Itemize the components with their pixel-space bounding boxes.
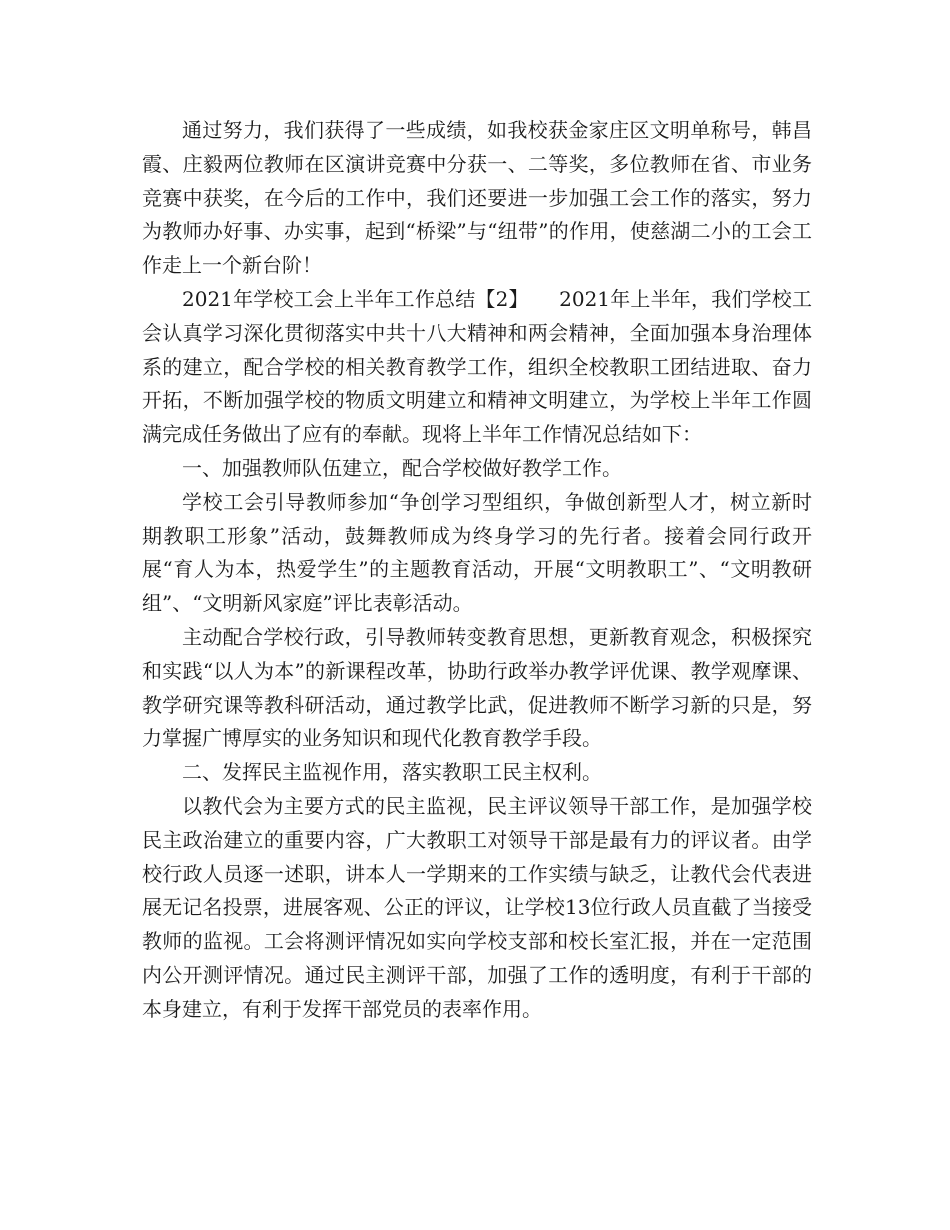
section-heading-democratic-supervision: 二、发挥民主监视作用，落实教职工民主权利。 (182, 760, 602, 785)
paragraph-democratic-evaluation: 以教代会为主要方式的民主监视，民主评议领导干部工作，是加强学校民主政治建立的重要内容，广大教职工对领导干部是最有力的评议者。由学校行政人员逐一述职，讲本人一学期来的工作实绩与缺乏，让教代会代表进展无记名投票，进展客观、公正的评议，让学校13位行政人员直截了当接受教师的监视。工会将测评情况如实向学校支部和校长室汇报，并在一定范围内公开测评情况。通过民主测评干部，加强了工作的透明度，有利于干部的本身建立，有利于发挥干部党员的表率作用。 (142, 793, 812, 1021)
section-heading-teacher-team: 一、加强教师队伍建立，配合学校做好教学工作。 (182, 455, 622, 480)
document-body (142, 114, 812, 1027)
paragraph-summary-intro: 2021年学校工会上半年工作总结【2】 2021年上半年，我们学校工会认真学习深化贯彻落实中共十八大精神和两会精神，全面加强本身治理体系的建立，配合学校的相关教育教学工作，组织全校教职工团结进取、奋力开拓，不断加强学校的物质文明建立和精神文明建立，为学校上半年工作圆满完成任务做出了应有的奉献。现将上半年工作情况总结如下： (142, 286, 812, 447)
paragraph-curriculum-reform: 主动配合学校行政，引导教师转变教育思想，更新教育观念，积极探究和实践“以人为本”的新课程改革，协助行政举办教学评优课、教学观摩课、教学研究课等教科研活动，通过教学比武，促进教师不断学习新的只是，努力掌握广博厚实的业务知识和现代化教育教学手段。 (142, 624, 812, 751)
paragraph-achievements: 通过努力，我们获得了一些成绩，如我校获金家庄区文明单称号，韩昌霞、庄毅两位教师在区演讲竞赛中分获一、二等奖，多位教师在省、市业务竞赛中获奖，在今后的工作中，我们还要进一步加强工会工作的落实，努力为教师办好事、办实事，起到“桥梁”与“纽带”的作用，使慈湖二小的工会工作走上一个新台阶！ (142, 118, 812, 278)
paragraph-learning-activities: 学校工会引导教师参加“争创学习型组织，争做创新型人才，树立新时期教职工形象”活动，鼓舞教师成为终身学习的先行者。接着会同行政开展“育人为本，热爱学生”的主题教育活动，开展“文明教职工”、“文明教研组”、“文明新风家庭”评比表彰活动。 (142, 489, 812, 616)
